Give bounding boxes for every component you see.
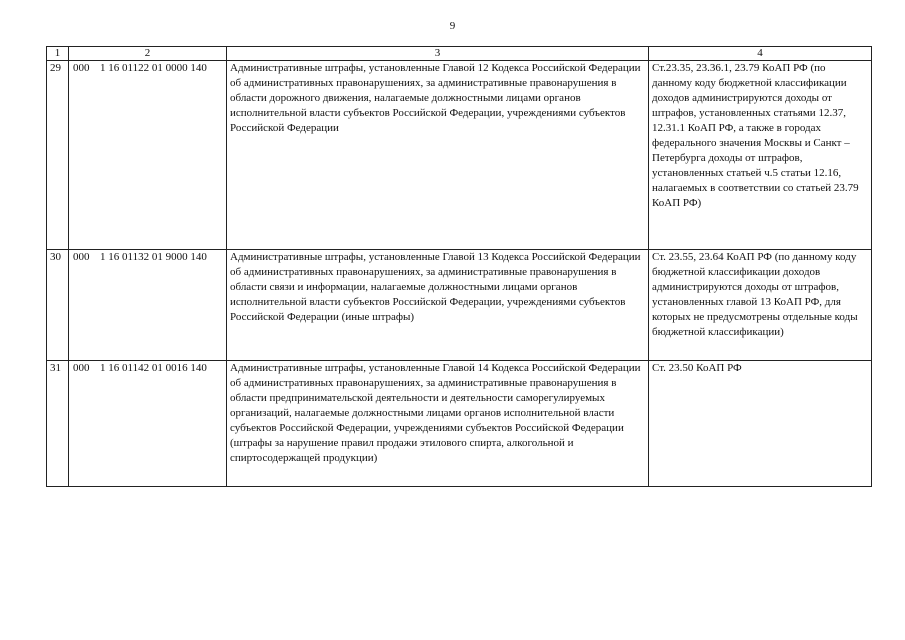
budget-codes-table <box>46 46 872 487</box>
budget-code-cell <box>69 361 227 487</box>
table-row <box>47 61 872 250</box>
reference-cell: Ст. 23.55, 23.64 КоАП РФ (по данному коду бюджетной классификации доходов администрируются доходы от штрафов, установленных главой 13 КоАП РФ, для которых не предусмотрены отдельные коды бюджетной классификации) <box>649 250 872 361</box>
budget-code-cell <box>69 61 227 250</box>
column-header-2: 2 <box>69 47 227 61</box>
column-header-4: 4 <box>649 47 872 61</box>
row-number: 31 <box>47 361 69 487</box>
reference-cell: Ст. 23.50 КоАП РФ <box>649 361 872 487</box>
column-header-3: 3 <box>227 47 649 61</box>
budget-code-cell <box>69 250 227 361</box>
description-cell: Административные штрафы, установленные Главой 14 Кодекса Российской Федерации об административных правонарушениях, за административные правонарушения в области предпринимательской деятельности и деятельности саморегулируемых организаций, налагаемые должностными лицами органов исполнительной власти субъектов Российской Федерации, учреждениями субъектов Российской Федерации (штрафы за нарушение правил продажи этилового спирта, алкогольной и спиртосодержащей продукции) <box>227 361 649 487</box>
row-number: 29 <box>47 61 69 250</box>
budget-code: 1 16 01132 01 9000 140 <box>100 251 207 263</box>
description-cell: Административные штрафы, установленные Главой 13 Кодекса Российской Федерации об административных правонарушениях, за административные правонарушения в области связи и информации, налагаемые должностными лицами органов исполнительной власти субъектов Российской Федерации, учреждениями субъектов Российской Федерации (иные штрафы) <box>227 250 649 361</box>
page-number: 9 <box>449 20 456 32</box>
admin-code: 000 <box>73 362 90 374</box>
table-header-row <box>47 47 872 61</box>
reference-cell: Ст.23.35, 23.36.1, 23.79 КоАП РФ (по данному коду бюджетной классификации доходов администрируются доходы от штрафов, установленных статьями 12.37, 12.31.1 КоАП РФ, а также в городах федерального значения Москвы и Санкт –Петербурга доходы от штрафов, установленных статьей ч.5 статьи 12.16, налагаемых в соответствии со статьей 23.79 КоАП РФ) <box>649 61 872 250</box>
admin-code: 000 <box>73 62 90 74</box>
admin-code: 000 <box>73 251 90 263</box>
budget-code: 1 16 01142 01 0016 140 <box>100 362 207 374</box>
row-number: 30 <box>47 250 69 361</box>
description-cell: Административные штрафы, установленные Главой 12 Кодекса Российской Федерации об административных правонарушениях, за административные правонарушения в области дорожного движения, налагаемые должностными лицами органов исполнительной власти субъектов Российской Федерации, учреждениями субъектов Российской Федерации <box>227 61 649 250</box>
column-header-1: 1 <box>47 47 69 61</box>
table-row <box>47 361 872 487</box>
budget-code: 1 16 01122 01 0000 140 <box>100 62 207 74</box>
table-row <box>47 250 872 361</box>
